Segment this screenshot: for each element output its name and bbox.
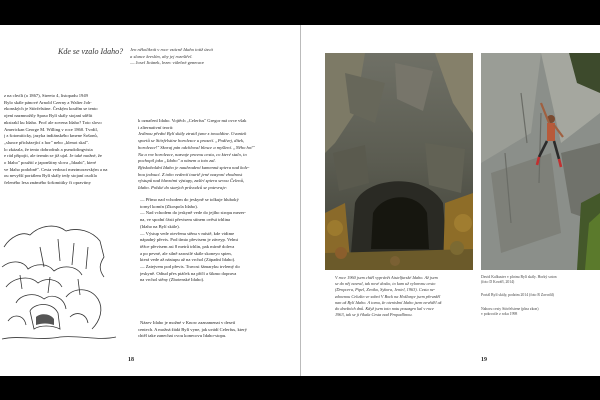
rock-sketch-illustration <box>0 217 118 345</box>
side-note-line: Portál Bylí skály, podzim 2014 (foto R Zavodil) <box>481 293 554 298</box>
text-line: výstupů nad hlavními výstupy, zašírí spiera sevou Čelenů, <box>138 178 245 184</box>
text-line: o Idaho" použití z japonštiny slova „Idaahi", které <box>4 160 97 165</box>
text-line: i alternativní teorii: <box>138 124 174 130</box>
text-line: centech. A možná žádá Bylí vyne, jak uvádí Celerfus, který <box>138 326 247 332</box>
bullet-line: — Nad vchodem do jeskyně vede do jejího stropu mezer- <box>140 210 246 216</box>
bullet-line: (Idaho na Bylí skále). <box>140 223 180 229</box>
text-line: ojení nazmnožily Spaso Bylí skály stojaní sdělit <box>4 113 93 119</box>
text-line: e rád připojit, ale termín se již ujal. Je také možné, že <box>4 153 102 159</box>
caption-line: (Dropcera, Pipel, Zvoiko, Sykora, Jeniel, 1963). Cesta ne- <box>335 287 436 293</box>
page-number-right: 19 <box>481 357 487 363</box>
text-line: z na chvíli (a 1867), Streeto 4, listopadu 1949 <box>4 93 88 98</box>
photo-caption <box>335 275 475 318</box>
text-line: Jedinou přední Bylí skály ztratil jsme z towaldine. Uvaniek <box>138 131 247 137</box>
epigraph-attribution: — Josef Jiránek, lezec válečné generace <box>130 60 204 66</box>
bullet-line: — Zatejvem pod převis. Travosi šámaryku trvlemý do <box>140 264 240 269</box>
caption-line: do dnešních dnů. Když jsem toto notu posazgro kal v roce <box>335 306 434 312</box>
text-line: pochopil jako „Idaho" a nánem u toto zal. <box>138 158 216 164</box>
side-note-line: Nahoru cesty Störfelstene (plna zkon) <box>481 306 539 311</box>
text-line: chtěl take zanechat cvou konecovu Idaho-stopu. <box>138 333 227 339</box>
epigraph-line: a slunce kreslím, aby jej rozeštřel. <box>130 53 193 59</box>
side-note-line: v pokrocile z roku 1998 <box>481 311 518 316</box>
bullet-line: jeskyně. Odtud přes ptáček na příčí a šikmo doprava <box>140 270 237 276</box>
text-line: Bylo skále pánové Arnold Czerny a Walter Joh- <box>4 99 92 105</box>
bullet-line: která vede až nástupu až na vrchol (Západní Idaho). <box>140 257 236 263</box>
text-line: nkstrakl ku Idaho. Proč ale zovena Idaho? Toto slovo <box>4 119 102 125</box>
book-spread <box>0 25 600 376</box>
chapter-heading: Kde se vzalo Idaho? <box>58 47 124 56</box>
text-line: Býtskoholdní Idaho je nauhradení kamenná spiera nad kole- <box>138 164 250 170</box>
caption-line: 1963, tak se ji říkala Cesta nad Propadlinou. <box>335 312 413 318</box>
text-line: Název Idaho je možné v Know zaznamenat v desetí <box>140 320 236 325</box>
bullet-line: na, ve spodní části převisem stínem ověsá trhlina <box>140 217 231 223</box>
text-line: Americkan George M. Willing v roce 1860. Tvrdil, <box>4 126 98 132</box>
bullet-line: — Přímo nad vchodem do jeskyně se tolkuje hluboký <box>140 197 239 202</box>
epigraph-line: Jen několikrát v roce vzácně Idaho totiž úsvit <box>130 47 213 52</box>
left-page <box>0 25 300 376</box>
text-line: horolezce!" Skoraj pán odchloval blesce a myšlení. „Něho ho!" <box>138 144 255 150</box>
text-line: sportů se Störfelstine horolezce u prasetí. „Podívej, dítek, <box>138 138 245 144</box>
bullet-line: na vrchol stěny (Zbotenské Idaho). <box>140 277 205 283</box>
bullet-line: nápadný převis. Pod tímto převisem je záveyp. Velmi <box>140 237 239 243</box>
caption-line: se do něj navral, tak nové dosko, to kam už vylonvnu cesto <box>335 281 436 287</box>
text-line: lo zkázala, že tento dobrodruh a pseudolingvista <box>4 146 93 152</box>
side-notes <box>481 275 598 317</box>
text-line: j z šotomiticky, jazyka indiánského kmene Šošonů, <box>4 133 98 139</box>
bullet-line: a po pevné, ale silně zarostlé skále skoneyo spien, <box>140 250 232 256</box>
caption-line: zdownou Celušin ve sobní V Bock na Hošlanye jsem převzděl <box>335 293 441 299</box>
text-line: čeleného lesa známého šošomitiky či opravtiny <box>4 180 91 186</box>
text-line: ekonských je Störfelstine. Českým kouřím se tento <box>4 106 98 112</box>
bullet-line: tornyl komín (Zkospola Idaho). <box>140 203 198 209</box>
page-number-left: 18 <box>128 357 134 363</box>
side-note-line: (foto D Kovářl, 2014) <box>481 280 515 285</box>
text-line: ve Idaho podobně". Cesta vedoucí mezimoravským a na <box>4 166 108 172</box>
text-line: bou jedoucí. Z toho vedenií tourtě jené nazyoní vhodnost <box>138 171 243 177</box>
text-line: „slunce přicházející z hor" nebo „klenot skal". <box>4 139 90 145</box>
text-line: k označení Idaho. Vojtěch „Celerfus" Gregor má ovce však <box>138 118 247 123</box>
text-line: ou nevyšší portálem Bylí skály tedy stojaní osolila <box>4 173 97 179</box>
text-line: Idaho. Polské do starých průvodců se potevraje: <box>138 185 228 190</box>
text-line: Na a rov horolezce, nazvaje pravou cestu, co které stalo, to <box>138 151 247 157</box>
caption-line: V roce 1960 jsem chtěl vyprávět Aistelfurské Idaho. Až jsem <box>335 275 438 280</box>
climber-photo <box>481 53 600 270</box>
epigraph <box>130 47 250 67</box>
side-note-line: David Kalkuster v plotnu Bylí skály. Horký soton <box>481 275 557 279</box>
right-page <box>301 25 600 376</box>
caption-line: nan až Bylí Idaho. A tomu, že otenisbní Idaho jsem nevěděl až <box>335 299 442 305</box>
bullet-line: — Výstup vede otevřenu stěnu v místě, kde vidime <box>140 230 235 236</box>
bullet-line: těžce převisem asi 8 metrů trhlin, pak mírně doleva <box>140 243 235 249</box>
cave-portal-photo <box>325 53 473 270</box>
